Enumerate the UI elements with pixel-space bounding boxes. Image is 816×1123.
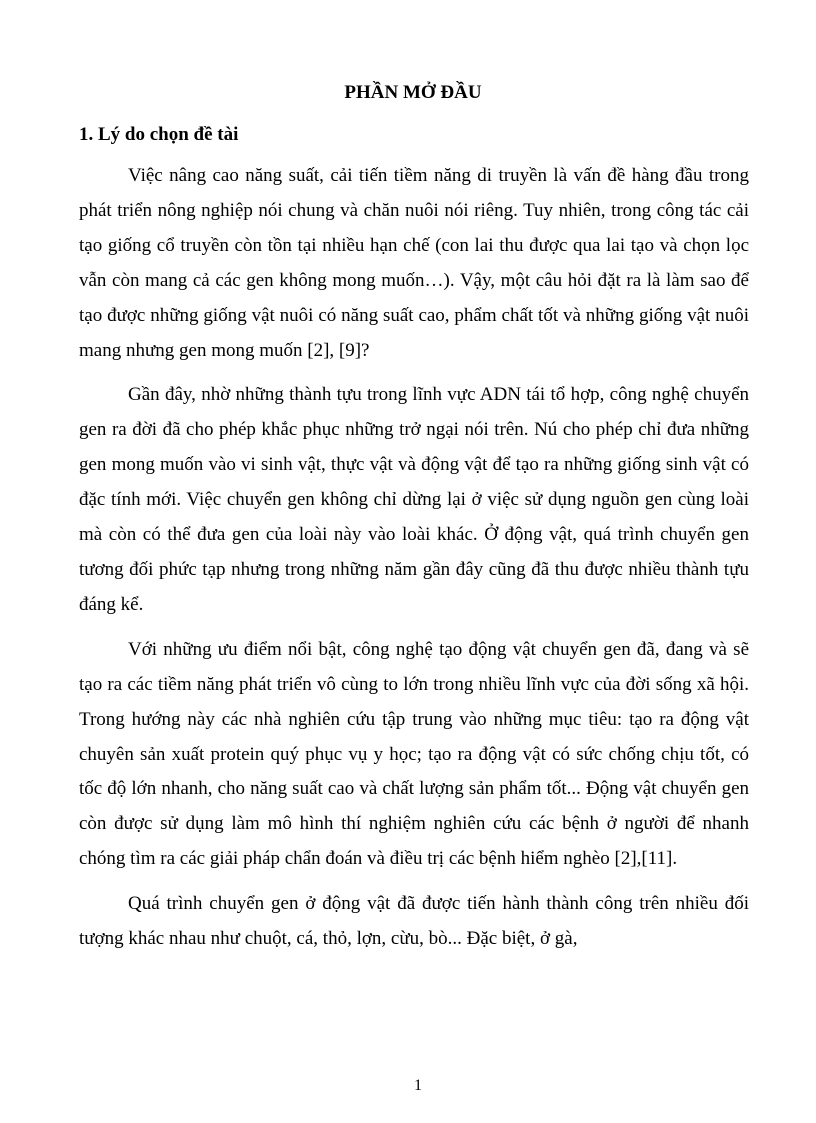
- section-heading: 1. Lý do chọn đề tài: [79, 124, 239, 145]
- paragraph-4: Quá trình chuyển gen ở động vật đã được tiến hành thành công trên nhiều đối tượng khác nhau như chuột, cá, thỏ, lợn, cừu, bò... Đặc biệt, ở gà,: [79, 893, 749, 950]
- body-text: [79, 159, 749, 957]
- page-title: PHẦN MỞ ĐẦU: [344, 82, 482, 103]
- page-number: 1: [414, 1077, 422, 1094]
- paragraph-2: Gần đây, nhờ những thành tựu trong lĩnh vực ADN tái tổ hợp, công nghệ chuyển gen ra đời đã cho phép khắc phục những trở ngại nói trên. Nú cho phép chỉ đưa những gen mong muốn vào vi sinh vật, thực vật và động vật để tạo ra những giống sinh vật có đặc tính mới. Việc chuyển gen không chỉ dừng lại ở việc sử dụng nguồn gen cùng loài mà còn có thể đưa gen của loài này vào loài khác. Ở động vật, quá trình chuyển gen tương đối phức tạp nhưng trong những năm gần đây cũng đã thu được nhiều thành tựu đáng kể.: [79, 384, 749, 615]
- paragraph-1: Việc nâng cao năng suất, cải tiến tiềm năng di truyền là vấn đề hàng đầu trong phát triển nông nghiệp nói chung và chăn nuôi nói riêng. Tuy nhiên, trong công tác cải tạo giống cổ truyền còn tồn tại nhiều hạn chế (con lai thu được qua lai tạo và chọn lọc vẫn còn mang cả các gen không mong muốn…). Vậy, một câu hỏi đặt ra là làm sao để tạo được những giống vật nuôi có năng suất cao, phẩm chất tốt và những giống vật nuôi mang nhưng gen mong muốn [2], [9]?: [79, 165, 749, 361]
- paragraph-3: Với những ưu điểm nổi bật, công nghệ tạo động vật chuyển gen đã, đang và sẽ tạo ra các tiềm năng phát triển vô cùng to lớn trong nhiều lĩnh vực của đời sống xã hội. Trong hướng này các nhà nghiên cứu tập trung vào những mục tiêu: tạo ra động vật chuyên sản xuất protein quý phục vụ y học; tạo ra động vật có sức chống chịu tốt, có tốc độ lớn nhanh, cho năng suất cao và chất lượng sản phẩm tốt... Động vật chuyển gen còn được sử dụng làm mô hình thí nghiệm nghiên cứu các bệnh ở người để nhanh chóng tìm ra các giải pháp chẩn đoán và điều trị các bệnh hiểm nghèo [2],[11].: [79, 638, 749, 870]
